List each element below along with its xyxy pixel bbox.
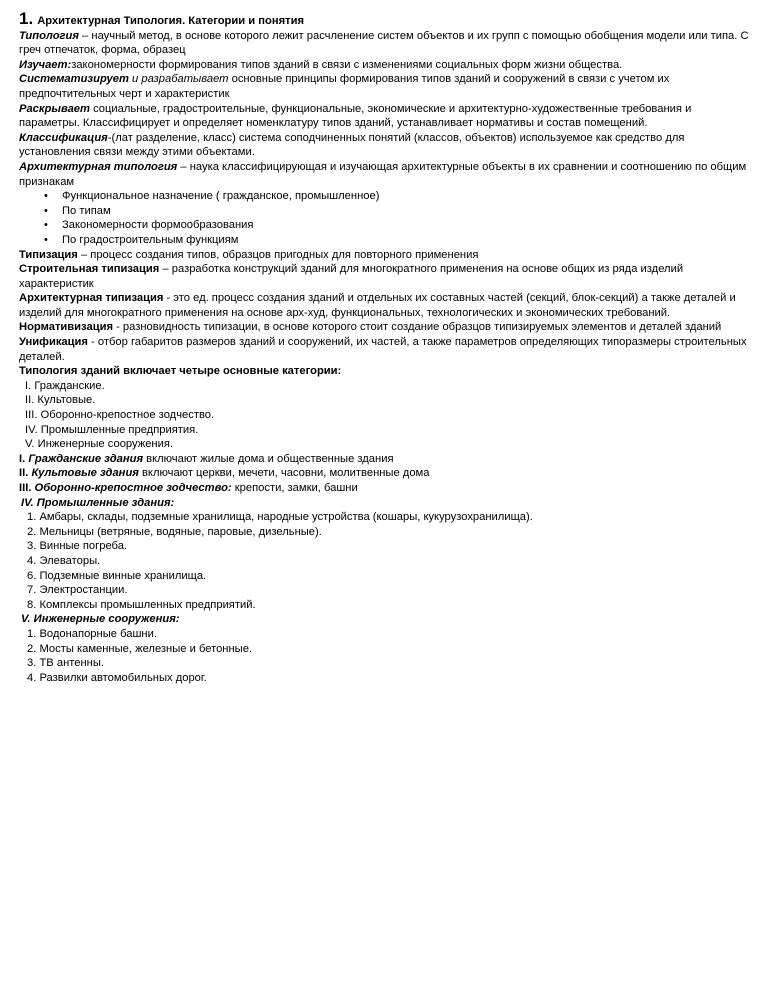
paragraph-civil	[19, 452, 751, 467]
list-item: • По типам	[19, 204, 751, 219]
list-item: 7. Электростанции.	[27, 584, 128, 597]
text-unification: - отбор габаритов размеров зданий и сооружений, их частей, а также параметров определяющих типоразмеры строительных деталей.	[19, 336, 747, 363]
text-typology: – научный метод, в основе которого лежит расчленение систем объектов и их групп с помощью обобщения модели или типа. С греч отпечаток, форма, образец	[19, 29, 749, 57]
engineering-list	[19, 627, 751, 685]
num-religious: II.	[19, 467, 29, 480]
term-unification: Унификация	[19, 336, 88, 349]
engineering-heading: V. Инженерные сооружения:	[21, 613, 180, 626]
text-systematizes: основные принципы формирования типов зданий и сооружений в связи с учетом их предпочтительных черт и характеристик	[19, 73, 670, 100]
list-item: 2. Мосты каменные, железные и бетонные.	[27, 642, 253, 655]
paragraph-studies	[19, 58, 751, 73]
list-item: 1. Водонапорные башни.	[27, 627, 157, 640]
text-studies: закономерности формирования типов зданий в связи с изменениями социальных форм жизни общества.	[71, 58, 623, 71]
list-item: III. Оборонно-крепостное зодчество.	[25, 409, 215, 422]
paragraph-construction-typization	[19, 262, 751, 291]
term-studies: Изучает:	[19, 58, 72, 71]
term-fortification: Оборонно-крепостное зодчество:	[34, 482, 232, 494]
page-title	[19, 9, 751, 29]
term-typology: Типология	[19, 29, 79, 42]
paragraph-normatization	[19, 320, 751, 335]
paragraph-arch-typology	[19, 160, 751, 189]
industrial-heading: IV. Промышленные здания:	[21, 496, 175, 509]
list-item: 4. Развилки автомобильных дорог.	[27, 671, 207, 684]
term-classification: Классификация	[19, 131, 108, 144]
criteria-list	[19, 189, 751, 247]
paragraph-systematizes	[19, 72, 751, 101]
list-item: 6. Подземные винные хранилища.	[27, 569, 207, 582]
paragraph-unification	[19, 335, 751, 364]
text-civil: включают жилые дома и общественные здания	[143, 452, 394, 465]
paragraph-reveals	[19, 102, 751, 131]
paragraph-classification	[19, 131, 751, 160]
paragraph-fortification	[19, 481, 751, 496]
term-develops: и разрабатывает	[128, 73, 229, 86]
list-item: 2. Мельницы (ветряные, водяные, паровые, дизельные).	[27, 525, 322, 538]
term-arch-typology: Архитектурная типология	[19, 160, 178, 173]
document-body	[19, 9, 751, 685]
list-item: • По градостроительным функциям	[19, 233, 751, 248]
industrial-list	[19, 510, 751, 612]
term-typization: Типизация	[19, 248, 78, 261]
text-reveals: социальные, градостроительные, функциональные, экономические и архитектурно-художественные требования и параметры. Классифицирует и определяет номенклатуру типов зданий, устанавливает нормативы и состав помещений.	[19, 102, 692, 130]
term-systematizes: Систематизирует	[19, 73, 129, 86]
text-typization: – процесс создания типов, образцов пригодных для повторного применения	[77, 248, 479, 261]
paragraph-religious	[19, 466, 751, 481]
list-item: • Функциональное назначение ( гражданское, промышленное)	[19, 189, 751, 204]
num-civil: I.	[19, 452, 26, 465]
list-item: 8. Комплексы промышленных предприятий.	[27, 598, 256, 611]
list-item: IV. Промышленные предприятия.	[25, 423, 199, 436]
categories-list	[19, 379, 751, 452]
list-item: I. Гражданские.	[25, 379, 105, 392]
term-arch-typization: Архитектурная типизация	[19, 292, 164, 305]
paragraph-typization	[19, 248, 751, 263]
list-item: 3. Винные погреба.	[27, 540, 128, 553]
term-construction-typization: Строительная типизация	[19, 263, 160, 276]
list-item: 4. Элеваторы.	[27, 554, 101, 567]
text-arch-typology: – наука классифицирующая и изучающая архитектурные объекты в их сравнении и соотношению по общим признакам	[19, 160, 747, 188]
term-reveals: Раскрывает	[19, 102, 90, 115]
paragraph-arch-typization	[19, 291, 751, 320]
text-fortification: крепости, замки, башни	[231, 482, 358, 494]
text-classification: -(лат разделение, класс) система соподчиненных понятий (классов, объектов) используемое как средство для установления связи между этими объектами.	[19, 131, 685, 159]
num-fortification: III.	[19, 482, 32, 494]
list-item: 3. ТВ антенны.	[27, 657, 104, 670]
text-religious: включают церкви, мечети, часовни, молитвенные дома	[138, 467, 430, 480]
text-normatization: - разновидность типизации, в основе которого стоит создание образцов типизируемых элементов и деталей зданий	[112, 321, 722, 334]
list-item: V. Инженерные сооружения.	[25, 438, 174, 451]
list-item: • Закономерности формообразования	[19, 218, 751, 233]
term-religious: Культовые здания	[31, 467, 139, 480]
title-text: Архитектурная Типология. Категории и понятия	[37, 15, 304, 27]
term-normatization: Нормативизация	[19, 321, 113, 334]
list-item: 1. Амбары, склады, подземные хранилища, народные устройства (кошары, кукурузохранилища).	[27, 511, 533, 524]
categories-heading: Типология зданий включает четыре основные категории:	[19, 365, 342, 378]
list-item: II. Культовые.	[25, 394, 96, 407]
paragraph-typology	[19, 29, 751, 58]
title-number: 1.	[19, 9, 34, 28]
term-civil: Гражданские здания	[28, 452, 144, 465]
text-construction-typization: – разработка конструкций зданий для многократного применения на основе общих из ряда изделий характеристик	[19, 263, 684, 290]
text-arch-typization: - это ед. процесс создания зданий и отдельных их составных частей (секций, блок-секций) а также деталей и изделий для многократного применения на основе арх-худ, функциональных, технологических и экономических требований.	[19, 292, 736, 319]
